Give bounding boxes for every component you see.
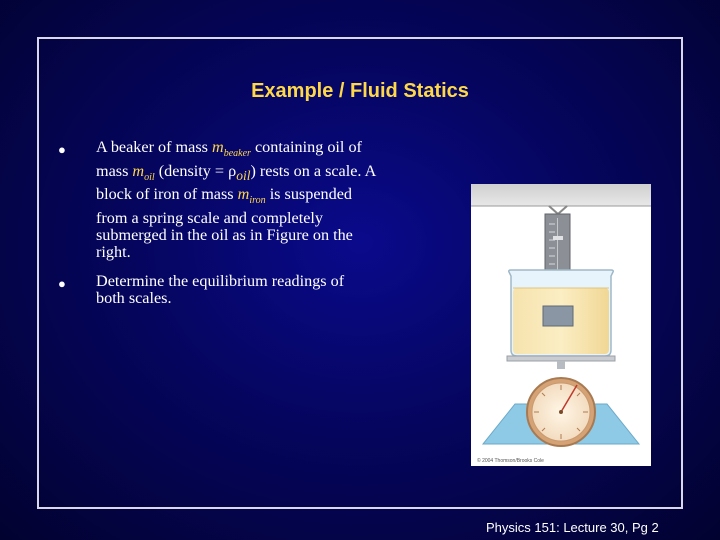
bullet-1-text: A beaker of mass $m_{beaker}$ containing oil of mass $m_{oil}$ (density = $\rho_{oil}$) rests on a scale. A block of iron of mass $m_{iron}$ is suspended from a spring scale and completely submerged in the oil as in Figure on the right. [96, 138, 377, 262]
copyright-text: © 2004 Thomson/Brooks Cole [477, 458, 544, 464]
slide-footer: Physics 151: Lecture 30, Pg 2 [486, 520, 659, 535]
bullet-marker: ● [58, 276, 66, 291]
scale-platform [507, 356, 615, 361]
beaker-scale-illustration [471, 184, 651, 466]
fluid-statics-figure [471, 184, 651, 466]
ceiling-support [471, 184, 651, 206]
bullet-2-text: Determine the equilibrium readings of both scales. [96, 272, 345, 308]
slide-title: Example / Fluid Statics [251, 80, 469, 102]
bullet-marker: ● [58, 142, 66, 157]
spring-scale-hook [549, 206, 567, 214]
iron-block [543, 306, 573, 326]
